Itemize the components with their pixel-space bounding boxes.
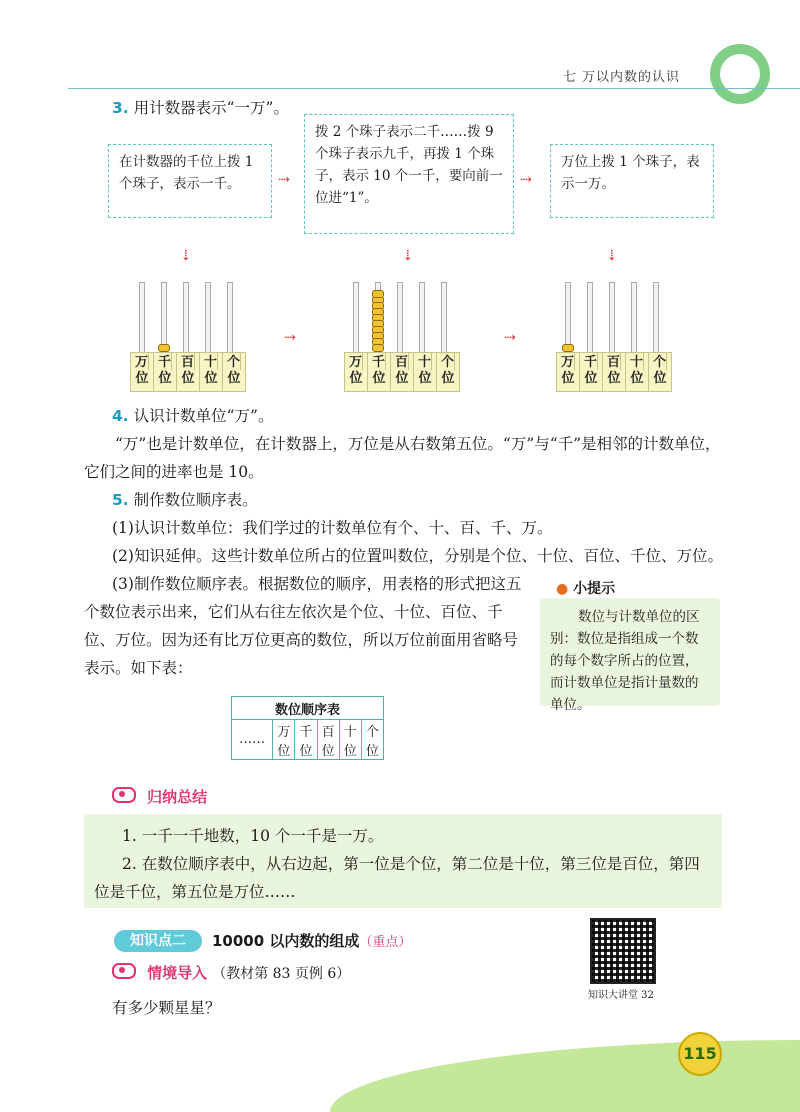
table-title: 数位顺序表: [232, 697, 384, 720]
table-col: 百 位: [317, 720, 339, 760]
step5-heading: [112, 486, 258, 514]
down-arrow-icon: ⇣: [180, 248, 192, 264]
step5-p1: (1)认识计数单位：我们学过的计数单位有个、十、百、千、万。: [112, 519, 553, 537]
eye-icon: [112, 963, 136, 979]
page-number: 115: [678, 1032, 722, 1076]
tip-box: [540, 598, 720, 713]
step3-heading: [112, 94, 289, 122]
tip-text: 数位与计数单位的区别：数位是指组成一个数的每个数字所占的位置，而计数单位是指计量数的单位。: [550, 609, 700, 713]
eye-icon: [112, 787, 136, 803]
abacus-one-thousand: [130, 282, 250, 392]
table-col: 十 位: [339, 720, 361, 760]
bead: [158, 344, 170, 352]
table-col: 万 位: [273, 720, 295, 760]
footer-decoration: [330, 1040, 800, 1112]
abacus-ten-thousands: [344, 282, 464, 392]
explain-box-1: 在计数器的千位上拨 1 个珠子，表示一千。: [108, 144, 272, 218]
knowledge-point-title: 10000 以内数的组成（重点）: [212, 932, 412, 950]
abacus-one-ten-thousand: [556, 282, 676, 392]
step3-title: 用计数器表示“一万”。: [133, 99, 289, 117]
step4-number: 4.: [112, 407, 129, 425]
place-labels: 万 位 千 位 百 位 十 位 个 位: [130, 352, 246, 392]
explain-box-3: 万位上拨 1 个珠子，表示一万。: [550, 144, 714, 218]
right-arrow-icon: ⇢: [278, 172, 290, 188]
place-labels: 万 位 千 位 百 位 十 位 个 位: [344, 352, 460, 392]
right-arrow-icon: ⇢: [284, 330, 296, 346]
tip-title: ● 小提示: [556, 581, 616, 597]
right-arrow-icon: ⇢: [504, 330, 516, 346]
summary-line-2: 2. 在数位顺序表中，从右边起，第一位是个位，第二位是十位，第三位是百位，第四位是千位，第五位是万位……: [94, 855, 700, 901]
step5-number: 5.: [112, 491, 129, 509]
explain-box-2: 拨 2 个珠子表示二千……拨 9 个珠子表示九千，再拨 1 个珠子，表示 10 个一千，要向前一位进“1”。: [304, 114, 514, 234]
chapter-title: 七 万以内数的认识: [562, 70, 680, 85]
place-labels: 万 位 千 位 百 位 十 位 个 位: [556, 352, 672, 392]
place-value-table: [231, 696, 384, 760]
summary-line-1: 1. 一千一千地数，10 个一千是一万。: [122, 827, 384, 845]
step4-text: “万”也是计数单位，在计数器上，万位是从右数第五位。“万”与“千”是相邻的计数单位，它们之间的进率也是 10。: [84, 435, 721, 481]
chapter-badge-icon: [710, 44, 770, 104]
step5-title: 制作数位顺序表。: [133, 491, 258, 509]
down-arrow-icon: ⇣: [402, 248, 414, 264]
table-col: 个 位: [361, 720, 383, 760]
knowledge-point-tag: 知识点二: [114, 930, 202, 952]
down-arrow-icon: ⇣: [606, 248, 618, 264]
step5-p2: (2)知识延伸。这些计数单位所占的位置叫数位，分别是个位、十位、百位、千位、万位。: [112, 547, 723, 565]
right-arrow-icon: ⇢: [520, 172, 532, 188]
header-divider: [68, 88, 800, 89]
intro-heading: 情境导入 （教材第 83 页例 6）: [112, 962, 350, 983]
qr-caption: 知识大讲堂 32: [588, 990, 654, 1001]
summary-heading: 归纳总结: [112, 786, 207, 807]
step3-number: 3.: [112, 99, 129, 117]
bird-icon: ●: [556, 581, 569, 597]
intro-question: 有多少颗星星？: [112, 999, 221, 1017]
step4-heading: [112, 402, 273, 430]
bead: [562, 344, 574, 352]
table-col: 千 位: [295, 720, 317, 760]
summary-box: [84, 814, 722, 908]
table-ellipsis: ……: [232, 720, 273, 760]
step5-p3: (3)制作数位顺序表。根据数位的顺序，用表格的形式把这五个数位表示出来，它们从右往左依次是个位、十位、百位、千位、万位。因为还有比万位更高的数位，所以万位前面用省略号表示。如下表：: [84, 575, 522, 677]
step4-title: 认识计数单位“万”。: [133, 407, 274, 425]
qr-code[interactable]: [590, 918, 656, 984]
